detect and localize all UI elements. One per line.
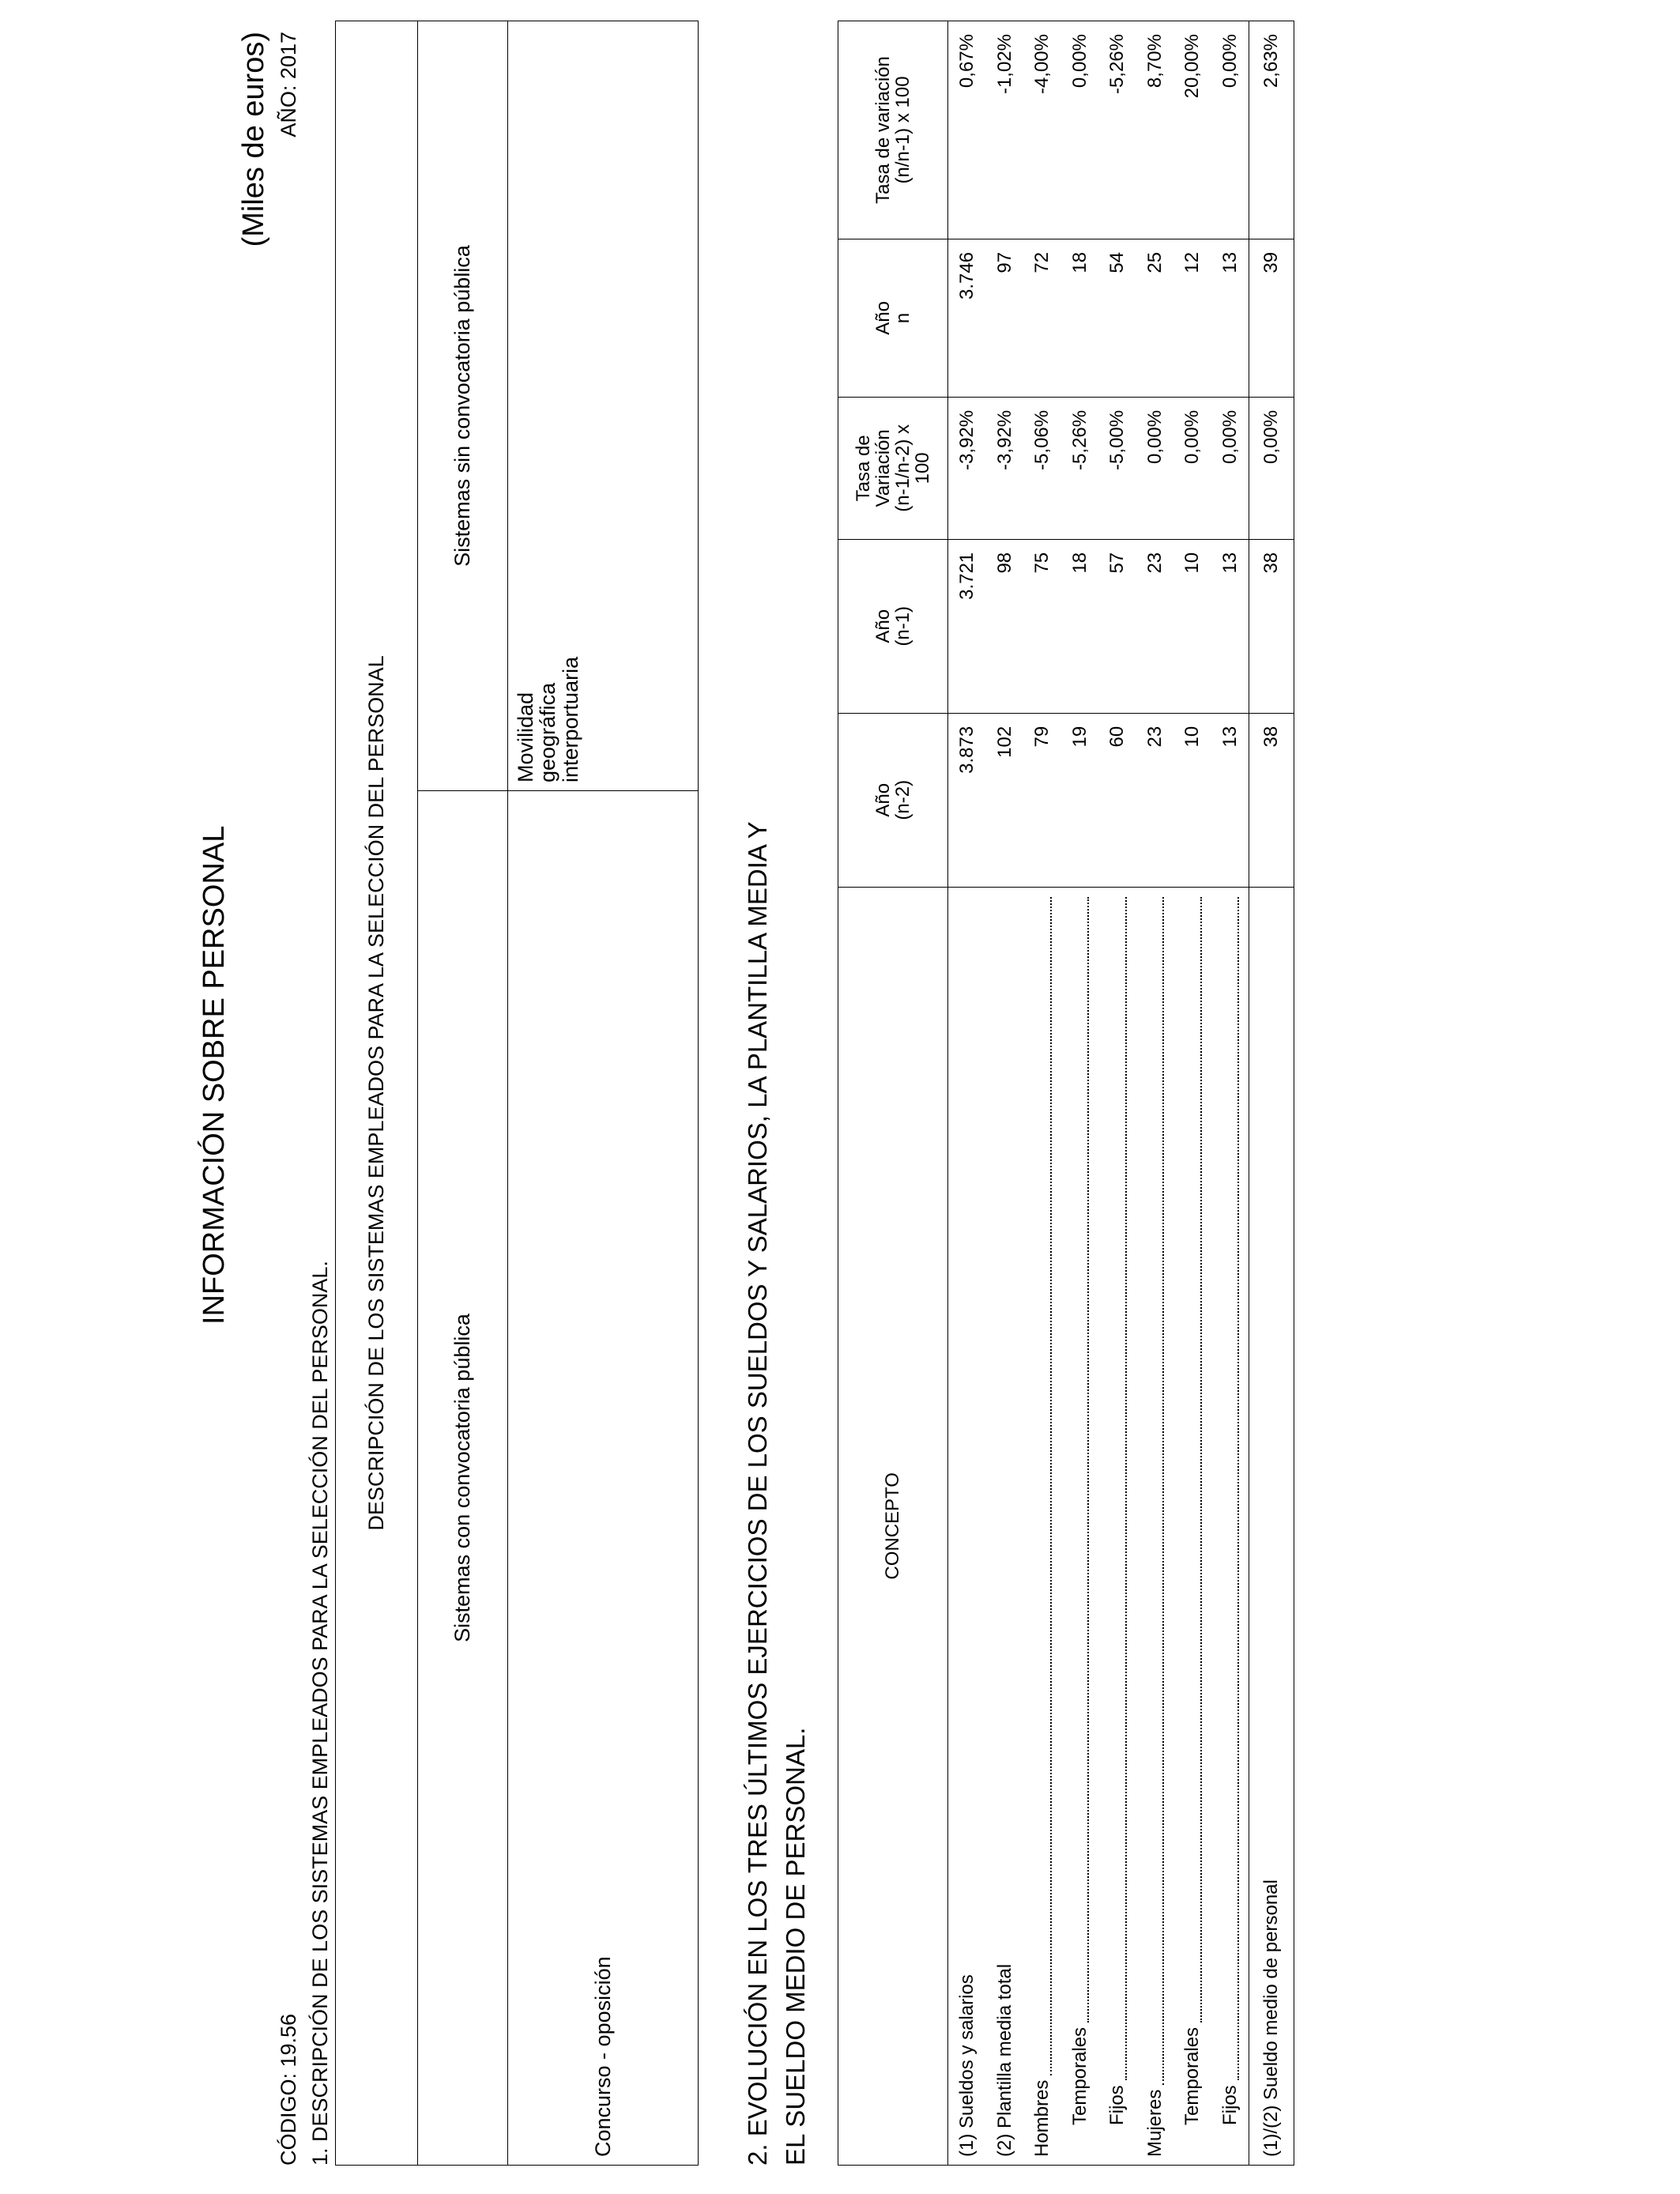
value-cell: 12: [1181, 251, 1203, 273]
value-cell: 8,70%: [1143, 34, 1166, 89]
section2-heading-line2: EL SUELDO MEDIO DE PERSONAL.: [781, 1727, 810, 2166]
concept-label: (2) Plantilla media total: [993, 1963, 1015, 2157]
dot-leader: [1220, 897, 1239, 2081]
year-label: AÑO: 2017: [277, 32, 300, 138]
section1-heading: 1. DESCRIPCIÓN DE LOS SISTEMAS EMPLEADOS PARA LA SELECCIÓN DEL PERSONAL.: [308, 1261, 332, 2166]
value-cell: 13: [1219, 552, 1241, 574]
value-cell: -4,00%: [1031, 34, 1053, 95]
value-cell: 13: [1219, 726, 1241, 748]
concept-label: Hombres: [1023, 888, 1061, 2157]
code-label: CÓDIGO: 19.56: [277, 2013, 300, 2166]
concepto-column: [948, 887, 1249, 2165]
value-cell: -5,26%: [1106, 34, 1128, 95]
header-line: (n-2): [892, 779, 913, 820]
footer-value: 38: [1249, 713, 1294, 887]
value-cell: 0,00%: [1219, 34, 1241, 89]
footer-value: 0,00%: [1249, 397, 1294, 539]
evolution-header-row: [838, 21, 948, 2166]
header-year-n1: [838, 539, 948, 713]
header-line: Año: [872, 782, 894, 817]
value-cell: 60: [1106, 726, 1128, 748]
header-line: (n/n-1) x 100: [892, 76, 913, 184]
header-line: Año: [872, 301, 894, 335]
header-line: Año: [872, 609, 894, 643]
header-line: Tasa de: [852, 435, 874, 502]
value-cell: -5,06%: [1031, 409, 1053, 470]
value-cell: 3.721: [956, 552, 977, 600]
value-cell: 98: [993, 552, 1015, 574]
header-year-n: [838, 239, 948, 397]
value-cell: -3,92%: [956, 409, 977, 470]
dot-leader: [1145, 897, 1164, 2085]
value-cell: 0,00%: [1219, 409, 1241, 464]
value-without-call: [508, 21, 699, 791]
concept-label: Temporales: [1061, 888, 1099, 2157]
header-year-n2: [838, 713, 948, 887]
header-variation-2: [838, 21, 948, 239]
value-cell: 23: [1143, 726, 1166, 748]
value-cell: 0,67%: [956, 34, 977, 89]
value-cell: 10: [1181, 552, 1203, 574]
header-line: n: [892, 312, 913, 324]
value-cell: 10: [1181, 726, 1203, 748]
units-label: (Miles de euros): [237, 32, 270, 247]
header-line: (n-1/n-2) x: [892, 424, 913, 512]
dot-leader: [1070, 897, 1089, 2022]
value-with-call: Concurso - oposición: [508, 791, 699, 2166]
value-cell: 54: [1106, 251, 1128, 273]
col-header-without-call: Sistemas sin convocatoria pública: [418, 21, 508, 791]
footer-value: 2,63%: [1249, 21, 1294, 239]
value-cell: 75: [1031, 552, 1053, 574]
footer-value: 38: [1249, 539, 1294, 713]
concept-label: Fijos: [1211, 888, 1249, 2157]
value-cell: 102: [993, 726, 1015, 758]
header-variation-1: [838, 397, 948, 539]
year-n2-column: [948, 713, 1249, 887]
value-cell: 79: [1031, 726, 1053, 748]
selection-systems-table: [335, 21, 699, 2166]
value-cell: 19: [1068, 726, 1090, 748]
value-cell: 57: [1106, 552, 1128, 574]
dot-leader: [1108, 897, 1127, 2081]
value-cell: 0,00%: [1181, 409, 1203, 464]
section2-heading-line1: 2. EVOLUCIÓN EN LOS TRES ÚLTIMOS EJERCICIOS DE LOS SUELDOS Y SALARIOS, LA PLANTILLA MEDIA Y: [743, 821, 772, 2166]
footer-row: [1249, 21, 1294, 2166]
value-cell: -5,26%: [1068, 409, 1090, 470]
footer-label: (1)/(2) Sueldo medio de personal: [1249, 887, 1294, 2165]
concept-label: Mujeres: [1136, 888, 1174, 2157]
concept-label: (1) Sueldos y salarios: [956, 1974, 977, 2157]
value-cell: -5,00%: [1106, 409, 1128, 470]
value-cell: 20,00%: [1181, 34, 1203, 99]
value-without-line: Movilidad: [514, 692, 537, 782]
header-line: Variación: [872, 429, 894, 507]
value-cell: 97: [993, 251, 1015, 273]
value-cell: 0,00%: [1143, 409, 1166, 464]
selection-table-title: DESCRIPCIÓN DE LOS SISTEMAS EMPLEADOS PARA LA SELECCIÓN DEL PERSONAL: [336, 21, 418, 2166]
value-without-line: interportuaria: [558, 656, 582, 782]
value-cell: 3.873: [956, 726, 977, 774]
variation-1-column: [948, 397, 1249, 539]
concept-label: Temporales: [1173, 888, 1211, 2157]
value-cell: 23: [1143, 552, 1166, 574]
footer-value: 39: [1249, 239, 1294, 397]
page-title: INFORMACIÓN SOBRE PERSONAL: [198, 825, 231, 1325]
dot-leader: [1033, 897, 1052, 2075]
concept-label: Fijos: [1098, 888, 1136, 2157]
value-cell: 13: [1219, 251, 1241, 273]
value-cell: 72: [1031, 251, 1053, 273]
value-cell: 25: [1143, 251, 1166, 273]
value-cell: 0,00%: [1068, 34, 1090, 89]
value-without-line: geográfica: [536, 682, 560, 782]
header-concepto: CONCEPTO: [838, 887, 948, 2165]
variation-2-column: [948, 21, 1249, 239]
header-line: (n-1): [892, 605, 913, 647]
value-cell: -1,02%: [993, 34, 1015, 95]
year-n-column: [948, 239, 1249, 397]
evolution-body: [948, 21, 1249, 2166]
value-cell: -3,92%: [993, 409, 1015, 470]
evolution-table: [838, 21, 1294, 2166]
header-line: 100: [912, 452, 934, 484]
value-cell: 3.746: [956, 251, 977, 300]
col-header-with-call: Sistemas con convocatoria pública: [418, 791, 508, 2166]
value-cell: 18: [1068, 552, 1090, 574]
value-cell: 18: [1068, 251, 1090, 273]
year-n1-column: [948, 539, 1249, 713]
dot-leader: [1183, 897, 1202, 2022]
header-line: Tasa de variación: [872, 56, 894, 204]
